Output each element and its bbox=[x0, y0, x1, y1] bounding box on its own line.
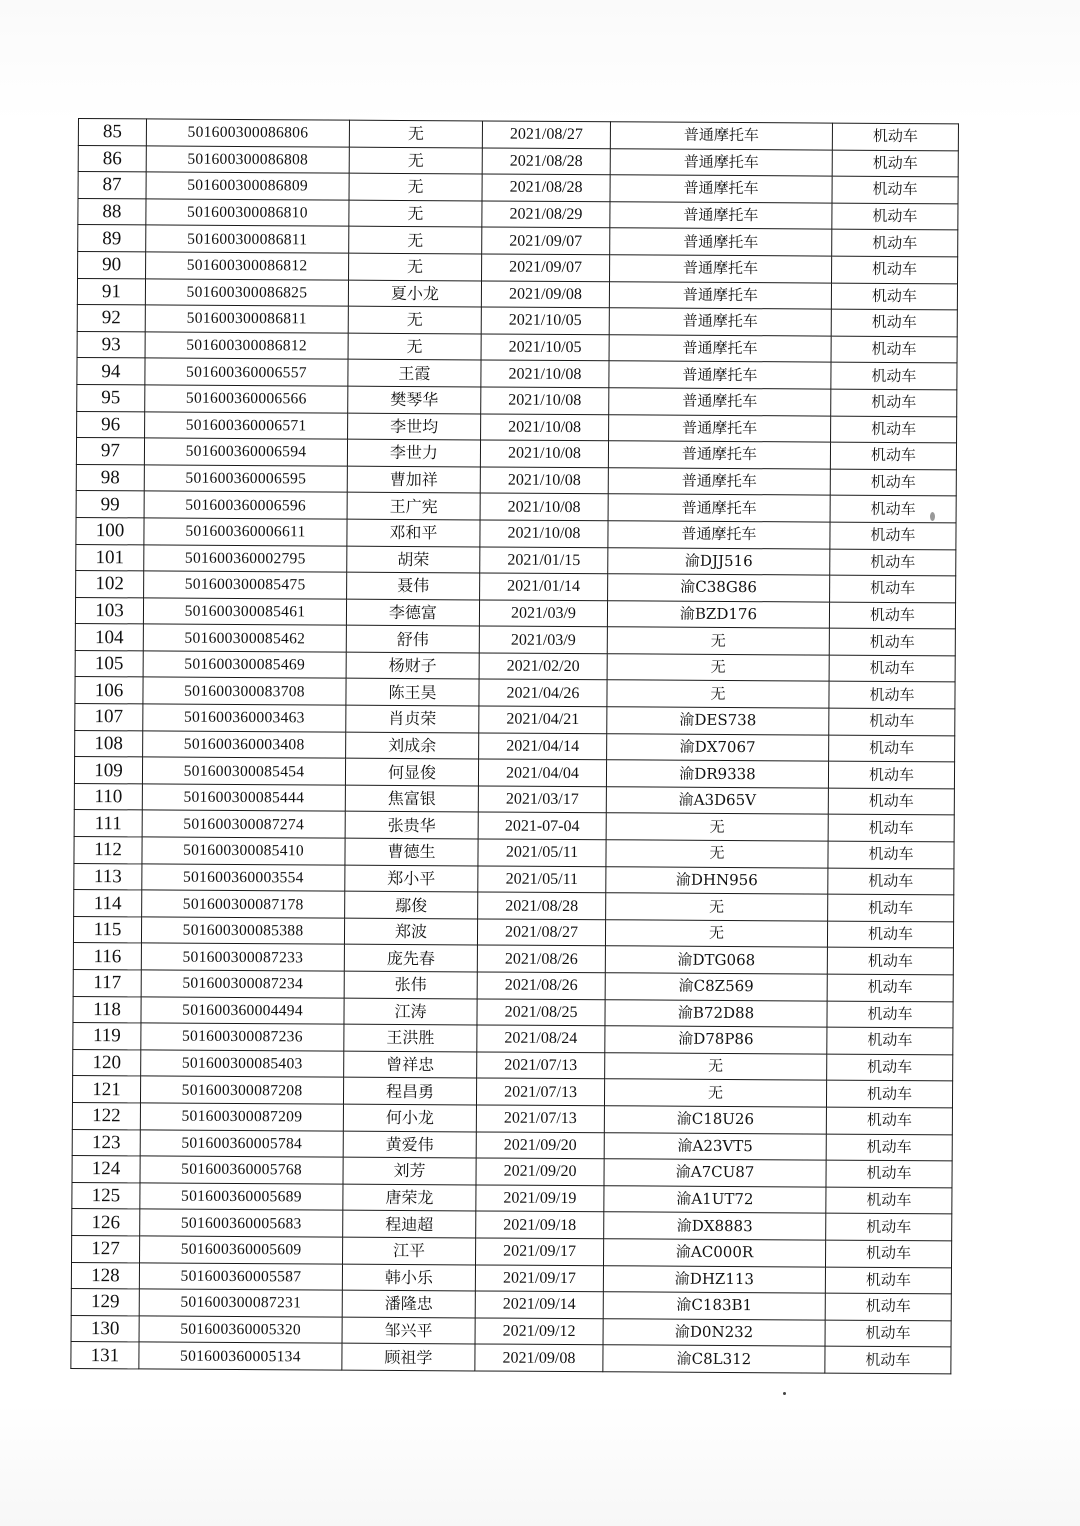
record-id-cell: 501600360005609 bbox=[140, 1236, 343, 1264]
record-id-cell: 501600300087236 bbox=[141, 1023, 344, 1051]
date-cell: 2021/09/20 bbox=[476, 1132, 604, 1159]
person-name-cell: 樊琴华 bbox=[348, 386, 481, 413]
record-id-cell: 501600300087234 bbox=[141, 970, 344, 998]
date-cell: 2021/01/14 bbox=[480, 573, 608, 600]
vehicle-plate-cell: 渝C8L312 bbox=[603, 1345, 825, 1373]
person-name-cell: 刘成余 bbox=[346, 732, 479, 759]
person-name-cell: 张贵华 bbox=[345, 812, 478, 839]
record-id-cell: 501600300085410 bbox=[142, 837, 345, 865]
vehicle-plate-cell: 普通摩托车 bbox=[609, 281, 831, 309]
vehicle-category-cell: 机动车 bbox=[826, 1134, 952, 1161]
vehicle-category-cell: 机动车 bbox=[828, 788, 954, 815]
record-id-cell: 501600360005320 bbox=[139, 1316, 342, 1344]
row-number-cell: 108 bbox=[75, 730, 143, 757]
record-id-cell: 501600300087231 bbox=[139, 1289, 342, 1317]
row-number-cell: 120 bbox=[73, 1049, 141, 1076]
date-cell: 2021/07/13 bbox=[476, 1105, 604, 1132]
vehicle-category-cell: 机动车 bbox=[827, 1054, 953, 1081]
record-id-cell: 501600360006595 bbox=[144, 465, 347, 493]
row-number-cell: 103 bbox=[75, 597, 143, 624]
date-cell: 2021/09/08 bbox=[475, 1344, 603, 1371]
record-id-cell: 501600300086810 bbox=[146, 199, 349, 227]
record-id-cell: 501600360005134 bbox=[139, 1342, 342, 1370]
vehicle-plate-cell: 渝DX8883 bbox=[604, 1212, 826, 1240]
record-id-cell: 501600300085462 bbox=[143, 624, 346, 652]
vehicle-category-cell: 机动车 bbox=[830, 522, 956, 549]
date-cell: 2021/03/9 bbox=[479, 600, 607, 627]
date-cell: 2021/10/08 bbox=[480, 493, 608, 520]
vehicle-category-cell: 机动车 bbox=[828, 815, 954, 842]
vehicle-plate-cell: 普通摩托车 bbox=[608, 494, 830, 522]
row-number-cell: 107 bbox=[75, 704, 143, 731]
vehicle-category-cell: 机动车 bbox=[827, 947, 953, 974]
date-cell: 2021/08/24 bbox=[477, 1025, 605, 1052]
record-id-cell: 501600360003463 bbox=[143, 704, 346, 732]
row-number-cell: 88 bbox=[78, 198, 146, 225]
row-number-cell: 106 bbox=[75, 677, 143, 704]
record-id-cell: 501600300086806 bbox=[146, 119, 349, 147]
date-cell: 2021/08/29 bbox=[482, 201, 610, 228]
record-id-cell: 501600300087274 bbox=[142, 810, 345, 838]
person-name-cell: 无 bbox=[348, 333, 481, 360]
vehicle-plate-cell: 普通摩托车 bbox=[610, 148, 832, 176]
person-name-cell: 江平 bbox=[343, 1237, 476, 1264]
vehicle-category-cell: 机动车 bbox=[832, 176, 958, 203]
record-id-cell: 501600360006594 bbox=[144, 438, 347, 466]
person-name-cell: 曹加祥 bbox=[347, 466, 480, 493]
person-name-cell: 王霞 bbox=[348, 359, 481, 386]
vehicle-plate-cell: 无 bbox=[604, 1079, 826, 1107]
vehicle-plate-cell: 渝DX7067 bbox=[607, 733, 829, 761]
vehicle-plate-cell: 渝C38G86 bbox=[608, 574, 830, 602]
date-cell: 2021-07-04 bbox=[478, 812, 606, 839]
date-cell: 2021/10/08 bbox=[481, 360, 609, 387]
vehicle-category-cell: 机动车 bbox=[832, 123, 958, 150]
date-cell: 2021/03/9 bbox=[479, 626, 607, 653]
person-name-cell: 无 bbox=[349, 227, 482, 254]
vehicle-category-cell: 机动车 bbox=[828, 894, 954, 921]
vehicle-plate-cell: 渝DR9338 bbox=[606, 760, 828, 788]
person-name-cell: 黄爱伟 bbox=[343, 1131, 476, 1158]
date-cell: 2021/08/27 bbox=[482, 121, 610, 148]
person-name-cell: 何显俊 bbox=[345, 758, 478, 785]
record-id-cell: 501600300087178 bbox=[142, 890, 345, 918]
vehicle-category-cell: 机动车 bbox=[830, 549, 956, 576]
row-number-cell: 126 bbox=[72, 1209, 140, 1236]
vehicle-category-cell: 机动车 bbox=[826, 1213, 952, 1240]
row-number-cell: 99 bbox=[76, 491, 144, 518]
row-number-cell: 96 bbox=[77, 411, 145, 438]
vehicle-plate-cell: 渝D0N232 bbox=[603, 1318, 825, 1346]
date-cell: 2021/09/17 bbox=[475, 1264, 603, 1291]
date-cell: 2021/10/08 bbox=[480, 520, 608, 547]
record-id-cell: 501600300087208 bbox=[140, 1076, 343, 1104]
record-id-cell: 501600300086812 bbox=[145, 332, 348, 360]
record-id-cell: 501600300085454 bbox=[142, 757, 345, 785]
person-name-cell: 庞先春 bbox=[344, 945, 477, 972]
vehicle-category-cell: 机动车 bbox=[826, 1107, 952, 1134]
record-id-cell: 501600300085469 bbox=[143, 651, 346, 679]
records-sheet bbox=[70, 118, 958, 1374]
scan-speck bbox=[783, 1392, 786, 1395]
person-name-cell: 江涛 bbox=[344, 998, 477, 1025]
person-name-cell: 舒伟 bbox=[346, 625, 479, 652]
person-name-cell: 程迪超 bbox=[343, 1210, 476, 1237]
person-name-cell: 无 bbox=[349, 200, 482, 227]
date-cell: 2021/09/08 bbox=[481, 281, 609, 308]
person-name-cell: 曹德生 bbox=[345, 838, 478, 865]
person-name-cell: 无 bbox=[348, 306, 481, 333]
person-name-cell: 无 bbox=[349, 253, 482, 280]
vehicle-category-cell: 机动车 bbox=[829, 602, 955, 629]
row-number-cell: 121 bbox=[72, 1076, 140, 1103]
row-number-cell: 117 bbox=[73, 969, 141, 996]
vehicle-plate-cell: 无 bbox=[605, 1053, 827, 1081]
date-cell: 2021/04/14 bbox=[479, 733, 607, 760]
row-number-cell: 128 bbox=[71, 1262, 139, 1289]
row-number-cell: 100 bbox=[76, 517, 144, 544]
row-number-cell: 116 bbox=[73, 943, 141, 970]
record-id-cell: 501600360003408 bbox=[143, 731, 346, 759]
person-name-cell: 韩小乐 bbox=[342, 1264, 475, 1291]
row-number-cell: 89 bbox=[78, 225, 146, 252]
vehicle-plate-cell: 无 bbox=[607, 680, 829, 708]
vehicle-plate-cell: 无 bbox=[606, 840, 828, 868]
record-id-cell: 501600360006596 bbox=[144, 491, 347, 519]
row-number-cell: 118 bbox=[73, 996, 141, 1023]
row-number-cell: 93 bbox=[77, 331, 145, 358]
vehicle-category-cell: 机动车 bbox=[825, 1320, 951, 1347]
date-cell: 2021/08/26 bbox=[477, 945, 605, 972]
vehicle-plate-cell: 普通摩托车 bbox=[608, 467, 830, 495]
vehicle-plate-cell: 渝DHZ113 bbox=[603, 1265, 825, 1293]
date-cell: 2021/05/11 bbox=[478, 866, 606, 893]
row-number-cell: 101 bbox=[76, 544, 144, 571]
scan-speck bbox=[930, 512, 935, 521]
date-cell: 2021/10/08 bbox=[481, 387, 609, 414]
date-cell: 2021/08/28 bbox=[482, 174, 610, 201]
vehicle-plate-cell: 渝C8Z569 bbox=[605, 973, 827, 1001]
record-id-cell: 501600300085444 bbox=[142, 784, 345, 812]
vehicle-category-cell: 机动车 bbox=[825, 1346, 951, 1373]
vehicle-plate-cell: 无 bbox=[607, 627, 829, 655]
vehicle-category-cell: 机动车 bbox=[828, 841, 954, 868]
row-number-cell: 90 bbox=[78, 251, 146, 278]
person-name-cell: 邓和平 bbox=[347, 519, 480, 546]
person-name-cell: 张伟 bbox=[344, 971, 477, 998]
vehicle-category-cell: 机动车 bbox=[831, 283, 957, 310]
date-cell: 2021/08/27 bbox=[477, 919, 605, 946]
vehicle-category-cell: 机动车 bbox=[825, 1267, 951, 1294]
person-name-cell: 郑小平 bbox=[345, 865, 478, 892]
record-id-cell: 501600360005587 bbox=[139, 1262, 342, 1290]
vehicle-category-cell: 机动车 bbox=[825, 1240, 951, 1267]
vehicle-category-cell: 机动车 bbox=[829, 682, 955, 709]
record-id-cell: 501600360005784 bbox=[140, 1129, 343, 1157]
row-number-cell: 127 bbox=[72, 1235, 140, 1262]
row-number-cell: 124 bbox=[72, 1156, 140, 1183]
date-cell: 2021/08/26 bbox=[477, 972, 605, 999]
vehicle-plate-cell: 渝DHN956 bbox=[606, 866, 828, 894]
vehicle-category-cell: 机动车 bbox=[831, 362, 957, 389]
vehicle-category-cell: 机动车 bbox=[826, 1080, 952, 1107]
vehicle-plate-cell: 无 bbox=[605, 920, 827, 948]
vehicle-plate-cell: 普通摩托车 bbox=[609, 388, 831, 416]
row-number-cell: 110 bbox=[74, 783, 142, 810]
vehicle-plate-cell: 渝A23VT5 bbox=[604, 1132, 826, 1160]
vehicle-plate-cell: 渝DJJ516 bbox=[608, 547, 830, 575]
date-cell: 2021/07/13 bbox=[477, 1052, 605, 1079]
vehicle-plate-cell: 渝C18U26 bbox=[604, 1106, 826, 1134]
row-number-cell: 109 bbox=[74, 757, 142, 784]
date-cell: 2021/10/05 bbox=[481, 334, 609, 361]
vehicle-category-cell: 机动车 bbox=[831, 389, 957, 416]
row-number-cell: 122 bbox=[72, 1102, 140, 1129]
record-id-cell: 501600360002795 bbox=[144, 544, 347, 572]
row-number-cell: 95 bbox=[77, 384, 145, 411]
date-cell: 2021/02/20 bbox=[479, 653, 607, 680]
vehicle-plate-cell: 渝A1UT72 bbox=[604, 1185, 826, 1213]
vehicle-category-cell: 机动车 bbox=[825, 1293, 951, 1320]
vehicle-category-cell: 机动车 bbox=[832, 203, 958, 230]
person-name-cell: 无 bbox=[349, 120, 482, 147]
vehicle-category-cell: 机动车 bbox=[831, 309, 957, 336]
row-number-cell: 114 bbox=[74, 890, 142, 917]
vehicle-plate-cell: 普通摩托车 bbox=[609, 334, 831, 362]
date-cell: 2021/09/07 bbox=[482, 254, 610, 281]
row-number-cell: 112 bbox=[74, 837, 142, 864]
row-number-cell: 125 bbox=[72, 1182, 140, 1209]
person-name-cell: 曾祥忠 bbox=[344, 1051, 477, 1078]
vehicle-plate-cell: 渝A7CU87 bbox=[604, 1159, 826, 1187]
vehicle-category-cell: 机动车 bbox=[830, 442, 956, 469]
date-cell: 2021/09/19 bbox=[476, 1185, 604, 1212]
vehicle-plate-cell: 普通摩托车 bbox=[610, 255, 832, 283]
row-number-cell: 97 bbox=[76, 438, 144, 465]
person-name-cell: 杨财子 bbox=[346, 652, 479, 679]
row-number-cell: 104 bbox=[75, 624, 143, 651]
vehicle-category-cell: 机动车 bbox=[832, 229, 958, 256]
person-name-cell: 潘隆忠 bbox=[342, 1290, 475, 1317]
row-number-cell: 94 bbox=[77, 358, 145, 385]
person-name-cell: 郑波 bbox=[344, 918, 477, 945]
date-cell: 2021/08/28 bbox=[478, 892, 606, 919]
vehicle-plate-cell: 普通摩托车 bbox=[610, 175, 832, 203]
date-cell: 2021/08/28 bbox=[482, 148, 610, 175]
record-id-cell: 501600300087209 bbox=[140, 1103, 343, 1131]
date-cell: 2021/04/04 bbox=[478, 759, 606, 786]
record-id-cell: 501600360004494 bbox=[141, 996, 344, 1024]
records-table-body bbox=[71, 119, 959, 1374]
vehicle-plate-cell: 普通摩托车 bbox=[609, 308, 831, 336]
row-number-cell: 129 bbox=[71, 1289, 139, 1316]
vehicle-category-cell: 机动车 bbox=[829, 735, 955, 762]
record-id-cell: 501600360003554 bbox=[142, 864, 345, 892]
date-cell: 2021/07/13 bbox=[476, 1078, 604, 1105]
vehicle-category-cell: 机动车 bbox=[832, 150, 958, 177]
date-cell: 2021/09/07 bbox=[482, 227, 610, 254]
vehicle-category-cell: 机动车 bbox=[829, 708, 955, 735]
person-name-cell: 聂伟 bbox=[347, 572, 480, 599]
person-name-cell: 李世力 bbox=[347, 439, 480, 466]
vehicle-plate-cell: 渝AC000R bbox=[604, 1239, 826, 1267]
vehicle-category-cell: 机动车 bbox=[832, 256, 958, 283]
row-number-cell: 119 bbox=[73, 1023, 141, 1050]
record-id-cell: 501600300086811 bbox=[145, 305, 348, 333]
vehicle-plate-cell: 普通摩托车 bbox=[610, 122, 832, 150]
record-id-cell: 501600300086811 bbox=[146, 225, 349, 253]
person-name-cell: 顾祖学 bbox=[342, 1343, 475, 1370]
date-cell: 2021/09/18 bbox=[476, 1211, 604, 1238]
record-id-cell: 501600360005689 bbox=[140, 1183, 343, 1211]
record-id-cell: 501600360006571 bbox=[145, 411, 348, 439]
record-id-cell: 501600360006611 bbox=[144, 518, 347, 546]
record-id-cell: 501600300087233 bbox=[141, 943, 344, 971]
record-id-cell: 501600300086825 bbox=[145, 278, 348, 306]
vehicle-plate-cell: 普通摩托车 bbox=[610, 228, 832, 256]
person-name-cell: 鄢俊 bbox=[345, 891, 478, 918]
record-id-cell: 501600360005768 bbox=[140, 1156, 343, 1184]
record-id-cell: 501600300085388 bbox=[141, 917, 344, 945]
date-cell: 2021/10/05 bbox=[481, 307, 609, 334]
person-name-cell: 何小龙 bbox=[343, 1104, 476, 1131]
vehicle-category-cell: 机动车 bbox=[826, 1160, 952, 1187]
vehicle-plate-cell: 渝DES738 bbox=[607, 707, 829, 735]
date-cell: 2021/04/26 bbox=[479, 679, 607, 706]
row-number-cell: 102 bbox=[76, 571, 144, 598]
vehicle-category-cell: 机动车 bbox=[828, 868, 954, 895]
person-name-cell: 唐荣龙 bbox=[343, 1184, 476, 1211]
vehicle-category-cell: 机动车 bbox=[827, 921, 953, 948]
record-id-cell: 501600300086808 bbox=[146, 146, 349, 174]
vehicle-plate-cell: 渝DTG068 bbox=[605, 946, 827, 974]
date-cell: 2021/10/08 bbox=[480, 440, 608, 467]
vehicle-plate-cell: 渝A3D65V bbox=[606, 787, 828, 815]
record-id-cell: 501600360006566 bbox=[145, 385, 348, 413]
vehicle-category-cell: 机动车 bbox=[830, 495, 956, 522]
date-cell: 2021/09/14 bbox=[475, 1291, 603, 1318]
vehicle-category-cell: 机动车 bbox=[827, 1027, 953, 1054]
date-cell: 2021/08/25 bbox=[477, 999, 605, 1026]
vehicle-plate-cell: 普通摩托车 bbox=[609, 361, 831, 389]
row-number-cell: 85 bbox=[78, 119, 146, 146]
person-name-cell: 王洪胜 bbox=[344, 1024, 477, 1051]
person-name-cell: 陈王昊 bbox=[346, 679, 479, 706]
row-number-cell: 113 bbox=[74, 863, 142, 890]
person-name-cell: 李德富 bbox=[346, 599, 479, 626]
vehicle-plate-cell: 普通摩托车 bbox=[609, 414, 831, 442]
vehicle-plate-cell: 无 bbox=[607, 654, 829, 682]
date-cell: 2021/10/08 bbox=[481, 413, 609, 440]
records-table bbox=[70, 118, 959, 1374]
person-name-cell: 程昌勇 bbox=[343, 1078, 476, 1105]
date-cell: 2021/04/21 bbox=[479, 706, 607, 733]
row-number-cell: 123 bbox=[72, 1129, 140, 1156]
vehicle-plate-cell: 渝B72D88 bbox=[605, 999, 827, 1027]
record-id-cell: 501600300085403 bbox=[141, 1050, 344, 1078]
row-number-cell: 111 bbox=[74, 810, 142, 837]
row-number-cell: 131 bbox=[71, 1342, 139, 1369]
person-name-cell: 无 bbox=[349, 173, 482, 200]
record-id-cell: 501600360006557 bbox=[145, 358, 348, 386]
table-row bbox=[71, 1342, 951, 1374]
vehicle-plate-cell: 无 bbox=[606, 893, 828, 921]
record-id-cell: 501600300085461 bbox=[143, 598, 346, 626]
vehicle-category-cell: 机动车 bbox=[830, 575, 956, 602]
date-cell: 2021/03/17 bbox=[478, 786, 606, 813]
vehicle-category-cell: 机动车 bbox=[827, 974, 953, 1001]
row-number-cell: 87 bbox=[78, 172, 146, 199]
vehicle-category-cell: 机动车 bbox=[829, 628, 955, 655]
vehicle-plate-cell: 普通摩托车 bbox=[610, 202, 832, 230]
date-cell: 2021/09/20 bbox=[476, 1158, 604, 1185]
person-name-cell: 无 bbox=[349, 147, 482, 174]
row-number-cell: 130 bbox=[71, 1315, 139, 1342]
row-number-cell: 91 bbox=[77, 278, 145, 305]
date-cell: 2021/10/08 bbox=[480, 467, 608, 494]
vehicle-category-cell: 机动车 bbox=[828, 761, 954, 788]
vehicle-plate-cell: 无 bbox=[606, 813, 828, 841]
row-number-cell: 98 bbox=[76, 464, 144, 491]
person-name-cell: 刘芳 bbox=[343, 1157, 476, 1184]
date-cell: 2021/05/11 bbox=[478, 839, 606, 866]
date-cell: 2021/09/12 bbox=[475, 1318, 603, 1345]
record-id-cell: 501600300086812 bbox=[146, 252, 349, 280]
person-name-cell: 邹兴平 bbox=[342, 1317, 475, 1344]
vehicle-category-cell: 机动车 bbox=[827, 1001, 953, 1028]
person-name-cell: 胡荣 bbox=[347, 546, 480, 573]
record-id-cell: 501600300086809 bbox=[146, 172, 349, 200]
vehicle-plate-cell: 渝C183B1 bbox=[603, 1292, 825, 1320]
person-name-cell: 李世均 bbox=[348, 413, 481, 440]
vehicle-plate-cell: 渝BZD176 bbox=[607, 600, 829, 628]
record-id-cell: 501600300085475 bbox=[144, 571, 347, 599]
vehicle-category-cell: 机动车 bbox=[831, 336, 957, 363]
vehicle-plate-cell: 普通摩托车 bbox=[608, 521, 830, 549]
row-number-cell: 92 bbox=[77, 305, 145, 332]
person-name-cell: 肖贞荣 bbox=[346, 705, 479, 732]
person-name-cell: 夏小龙 bbox=[348, 280, 481, 307]
row-number-cell: 86 bbox=[78, 145, 146, 172]
date-cell: 2021/01/15 bbox=[480, 546, 608, 573]
vehicle-category-cell: 机动车 bbox=[831, 416, 957, 443]
vehicle-category-cell: 机动车 bbox=[830, 469, 956, 496]
vehicle-category-cell: 机动车 bbox=[829, 655, 955, 682]
vehicle-plate-cell: 渝D78P86 bbox=[605, 1026, 827, 1054]
vehicle-plate-cell: 普通摩托车 bbox=[608, 441, 830, 469]
person-name-cell: 王广宪 bbox=[347, 492, 480, 519]
date-cell: 2021/09/17 bbox=[476, 1238, 604, 1265]
record-id-cell: 501600360005683 bbox=[140, 1209, 343, 1237]
record-id-cell: 501600300083708 bbox=[143, 677, 346, 705]
person-name-cell: 焦富银 bbox=[345, 785, 478, 812]
row-number-cell: 115 bbox=[73, 916, 141, 943]
row-number-cell: 105 bbox=[75, 650, 143, 677]
vehicle-category-cell: 机动车 bbox=[826, 1187, 952, 1214]
